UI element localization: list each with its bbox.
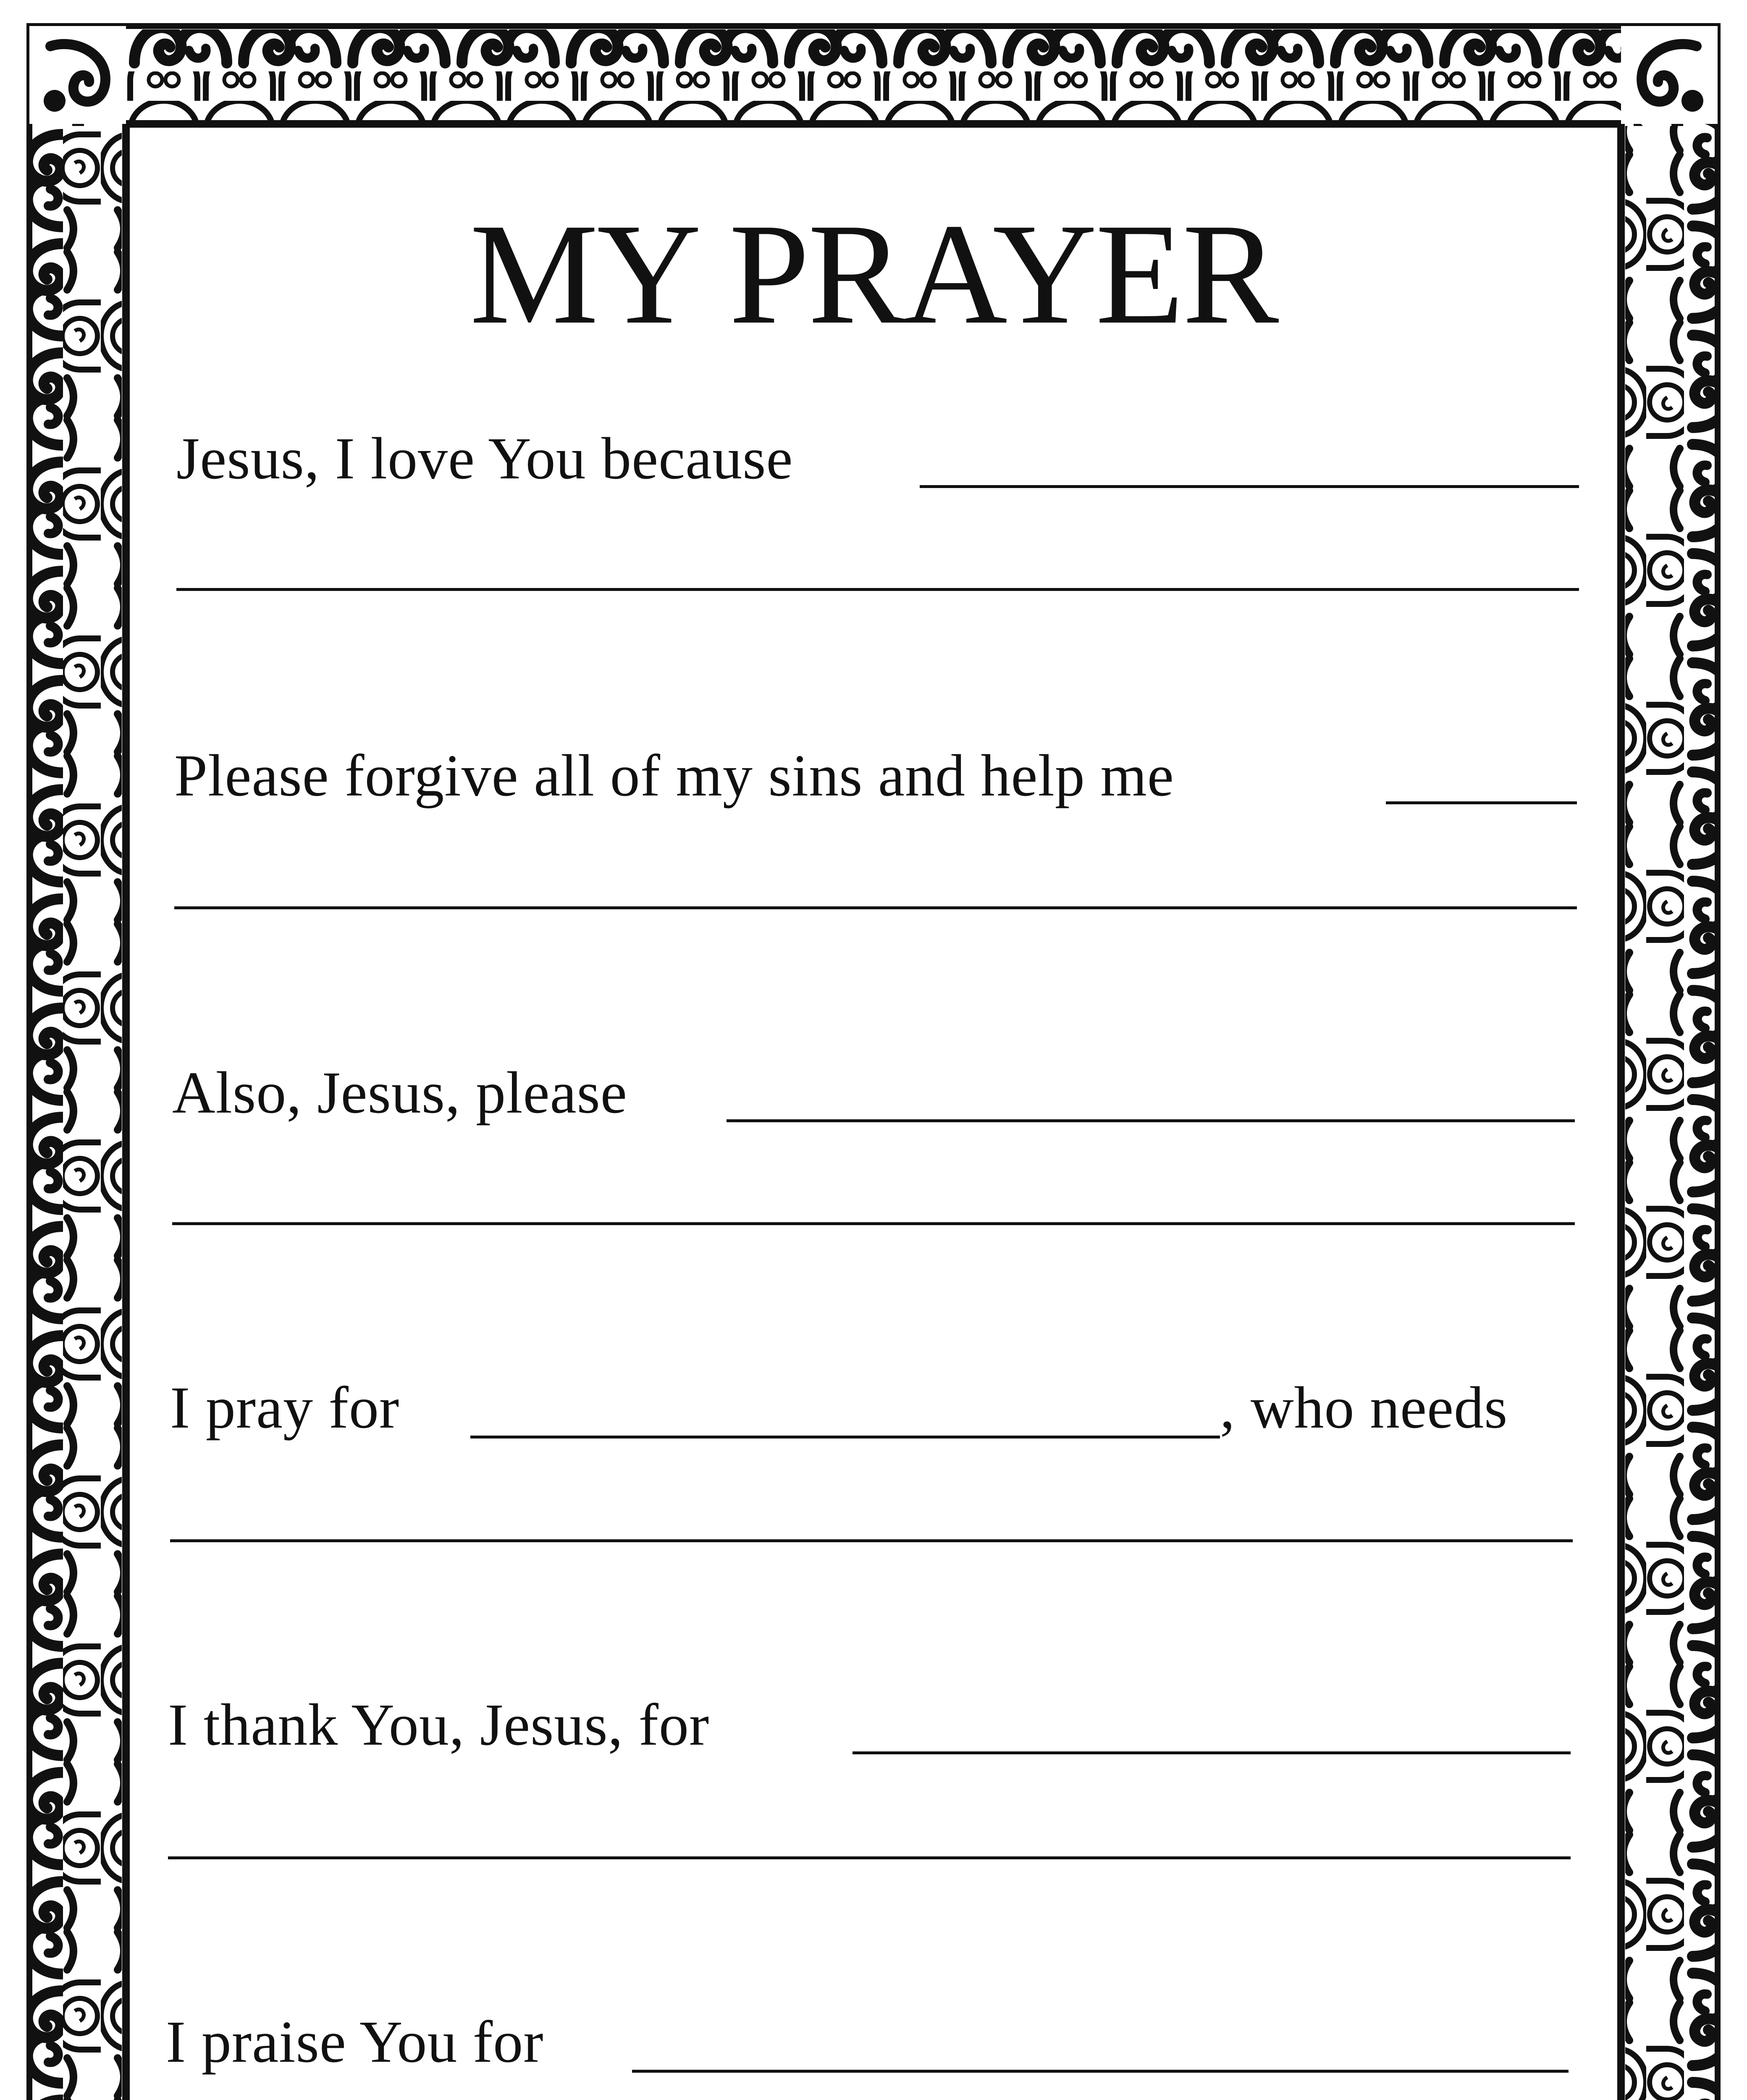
answer-line-also-please-2[interactable] bbox=[172, 1222, 1575, 1225]
answer-line-forgive-help-1[interactable] bbox=[1386, 801, 1577, 804]
prompt-also-please: Also, Jesus, please bbox=[172, 1059, 627, 1126]
corner-ornament-top-left bbox=[29, 26, 126, 124]
prompt-forgive-help: Please forgive all of my sins and help me bbox=[174, 742, 1174, 808]
page-title: MY PRAYER bbox=[470, 194, 1277, 354]
border-right-arches bbox=[1625, 126, 1684, 2100]
answer-line-also-please-1[interactable] bbox=[727, 1119, 1575, 1122]
prompt-praise-for: I praise You for bbox=[166, 2008, 544, 2075]
answer-line-praise-for-1[interactable] bbox=[632, 2070, 1569, 2073]
answer-line-forgive-help-2[interactable] bbox=[174, 906, 1577, 909]
prompt-thank-for: I thank You, Jesus, for bbox=[168, 1691, 710, 1758]
answer-line-love-because-2[interactable] bbox=[176, 588, 1579, 591]
corner-ornament-top-right bbox=[1621, 26, 1718, 124]
prompt-love-because: Jesus, I love You because bbox=[176, 425, 793, 491]
border-top-arches bbox=[126, 71, 1621, 122]
border-left-arches bbox=[63, 126, 122, 2100]
answer-line-love-because-1[interactable] bbox=[920, 485, 1579, 488]
answer-line-thank-for-2[interactable] bbox=[168, 1856, 1571, 1859]
prompt-pray-for: I pray for bbox=[170, 1374, 400, 1441]
answer-line-pray-for-2[interactable] bbox=[170, 1539, 1573, 1542]
answer-line-pray-for-name[interactable] bbox=[470, 1436, 1220, 1438]
prompt-who-needs: , who needs bbox=[1220, 1374, 1508, 1441]
answer-line-thank-for-1[interactable] bbox=[853, 1751, 1571, 1754]
